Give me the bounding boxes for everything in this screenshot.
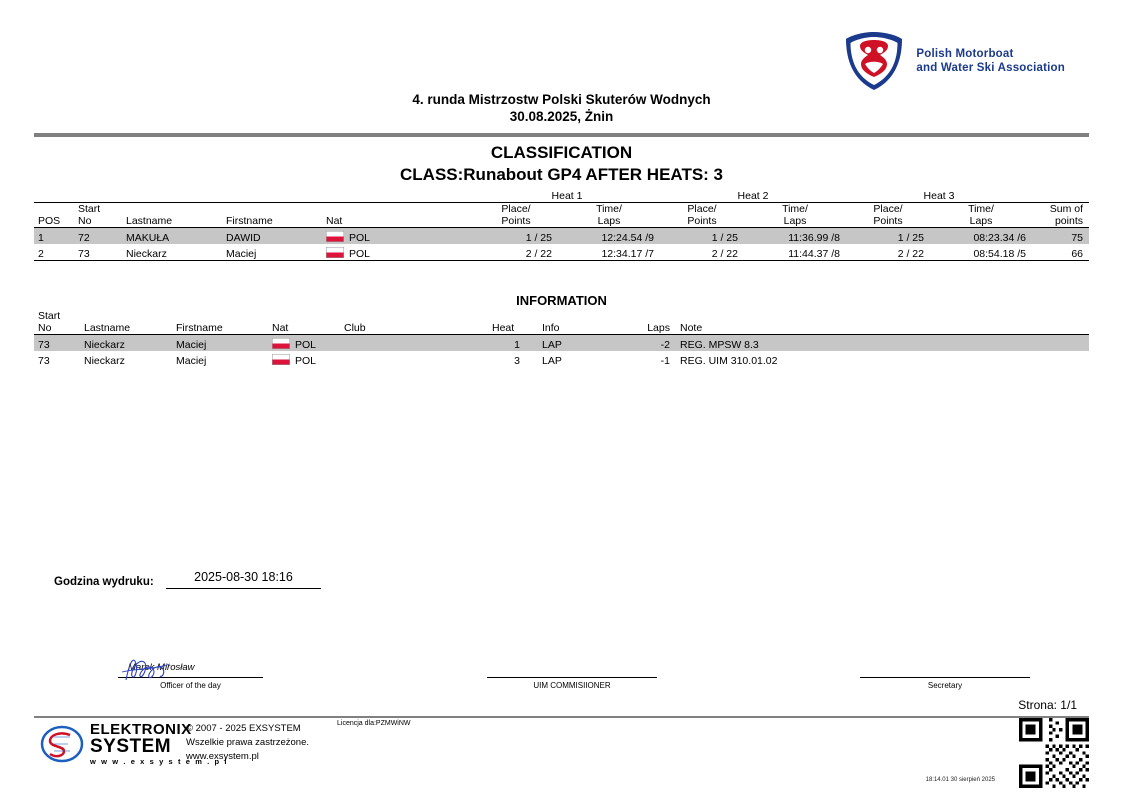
info-row-heat: 3: [514, 355, 520, 368]
row-lastname: MAKUŁA: [126, 232, 170, 245]
row-nat-code: POL: [349, 248, 371, 261]
col-time-l2-h3: Laps: [969, 215, 993, 228]
row-h1-points: 2 / 22: [525, 248, 552, 261]
signature-line: [487, 655, 657, 678]
classification-title: CLASSIFICATION: [490, 143, 633, 162]
row-firstname: DAWID: [226, 232, 261, 245]
row-sum: 66: [1071, 248, 1083, 261]
poland-flag-icon: [326, 247, 344, 258]
info-row-info: LAP: [542, 355, 562, 368]
row-h2-time: 11:36.99 /8: [788, 232, 840, 245]
col-sum-points: [1032, 203, 1089, 228]
info-row-nat: [272, 351, 344, 367]
info-row-lastname: Nieckarz: [84, 355, 125, 368]
table-row: [34, 244, 1089, 261]
signature-caption: Secretary: [927, 681, 963, 690]
row-sum: 75: [1071, 232, 1083, 245]
col-time-l2-h1: Laps: [597, 215, 621, 228]
page-header: [0, 0, 1123, 124]
info-col-start-no-line2: No: [38, 322, 52, 335]
signature-name-officer: Marek Mirosław: [128, 662, 195, 673]
classification-subtitle: CLASS:Runabout GP4 AFTER HEATS: 3: [400, 165, 723, 184]
vendor-name-line2: SYSTEM: [90, 736, 172, 757]
poland-flag-icon: [272, 354, 290, 365]
col-time-l1-h2: Time/: [782, 203, 808, 215]
row-h3-points: 1 / 25: [897, 232, 924, 245]
row-h3-points: 2 / 22: [897, 248, 924, 261]
info-col-heat: Heat: [492, 322, 515, 335]
info-row-heat: 1: [514, 339, 520, 352]
row-nat-code: POL: [349, 232, 371, 245]
organization-name-line2: and Water Ski Association: [916, 62, 1065, 74]
heat-1-header: Heat 1: [551, 190, 583, 202]
heat-3-header: Heat 3: [923, 190, 955, 202]
col-sum-l1: Sum of: [1049, 203, 1083, 215]
print-time-label: Godzina wydruku:: [54, 576, 154, 588]
col-place-l1-h2: Place/: [687, 203, 717, 215]
column-header-row: [34, 203, 1089, 228]
row-start-no: 72: [78, 232, 90, 245]
row-h1-points: 1 / 25: [525, 232, 552, 245]
row-lastname: Nieckarz: [126, 248, 167, 261]
info-row-nat-code: POL: [295, 339, 317, 352]
info-col-note: Note: [680, 322, 703, 335]
list-item: [34, 335, 1089, 351]
info-col-nat: Nat: [272, 322, 289, 335]
row-pos: 1: [38, 232, 44, 245]
signature-block-secretary: [860, 655, 1030, 690]
row-h3-time: 08:54.18 /5: [973, 248, 1026, 261]
table-rule-bottom: [34, 261, 1089, 262]
info-col-lastname: Lastname: [84, 322, 131, 335]
info-col-club: Club: [344, 322, 366, 335]
col-start-no-line2: No: [78, 215, 92, 228]
header-divider: [34, 133, 1089, 137]
row-pos: 2: [38, 248, 44, 261]
row-nat: [326, 244, 474, 261]
heat-group-header-row: [34, 190, 1089, 203]
row-h2-points: 1 / 25: [711, 232, 738, 245]
poland-flag-icon: [326, 231, 344, 242]
col-sum-l2: points: [1054, 215, 1083, 228]
info-row-info: LAP: [542, 339, 562, 352]
col-place-l1-h3: Place/: [873, 203, 903, 215]
copyright-website: www.exsystem.pl: [186, 750, 259, 762]
col-place-l1-h1: Place/: [501, 203, 531, 215]
info-row-firstname: Maciej: [176, 355, 207, 368]
info-row-lastname: Nieckarz: [84, 339, 125, 352]
info-row-club: [344, 351, 492, 367]
vendor-website: w w w . e x s y s t e m . p l: [90, 757, 229, 766]
signature-block-uim: [487, 655, 657, 690]
copyright-line1: © 2007 - 2025 EXSYSTEM: [186, 723, 301, 734]
col-start-no: [78, 203, 126, 228]
info-row-firstname: Maciej: [176, 339, 207, 352]
poland-flag-icon: [272, 338, 290, 349]
event-title: [0, 92, 1123, 126]
list-item: [34, 351, 1089, 367]
event-title-line2: 30.08.2025, Żnin: [509, 108, 614, 124]
info-row-note: REG. MPSW 8.3: [680, 339, 759, 352]
signature-line: [860, 655, 1030, 678]
info-row-start-no: 73: [38, 339, 50, 352]
page-number: Strona: 1/1: [1018, 698, 1077, 712]
col-pos: POS: [38, 215, 61, 228]
info-col-start-no: [34, 310, 84, 335]
info-row-start-no: 73: [38, 355, 50, 368]
organization-name-line1: Polish Motorboat: [916, 47, 1014, 60]
col-place-l2-h2: Points: [687, 215, 717, 228]
table-row: [34, 228, 1089, 244]
info-col-laps: Laps: [647, 322, 670, 335]
info-col-start-no-line1: Start: [38, 310, 61, 322]
col-lastname: Lastname: [126, 215, 173, 228]
info-row-laps: -1: [660, 355, 670, 368]
col-nat: Nat: [326, 215, 343, 228]
row-h3-time: 08:23.34 /6: [973, 232, 1026, 245]
col-time-l1-h1: Time/: [596, 203, 622, 215]
classification-table: [34, 190, 1089, 261]
copyright-line2: Wszelkie prawa zastrzeżone.: [186, 736, 310, 748]
organization-name: [916, 47, 1065, 76]
col-h3-place-points: [846, 203, 930, 228]
row-h1-time: 12:24.54 /9: [601, 232, 654, 245]
footer-divider: [34, 716, 1089, 718]
licence-holder: Licencja dla:PZMWiNW: [337, 720, 411, 727]
info-row-note: REG. UIM 310.01.02: [680, 355, 778, 368]
row-h2-points: 2 / 22: [711, 248, 738, 261]
information-title: INFORMATION: [516, 293, 607, 308]
col-time-l2-h2: Laps: [783, 215, 807, 228]
col-h2-place-points: [660, 203, 744, 228]
copyright-block: [186, 722, 309, 763]
info-row-laps: -2: [660, 339, 670, 352]
col-h1-time-laps: [558, 203, 660, 228]
info-col-firstname: Firstname: [176, 322, 223, 335]
print-time-value: 2025-08-30 18:16: [166, 570, 321, 589]
signature-caption: UIM COMMISIIONER: [533, 681, 611, 690]
event-title-line1: 4. runda Mistrzostw Polski Skuterów Wodnych: [412, 92, 711, 107]
row-nat: [326, 228, 474, 244]
footer-timestamp: 18:14.01 30 sierpień 2025: [925, 777, 995, 783]
col-time-l1-h3: Time/: [968, 203, 994, 215]
col-place-l2-h1: Points: [501, 215, 531, 228]
organization-logo: [840, 30, 1065, 92]
col-place-l2-h3: Points: [873, 215, 903, 228]
vendor-name-line1: ELEKTRONIX: [90, 721, 192, 738]
col-h1-place-points: [474, 203, 558, 228]
row-h2-time: 11:44.37 /8: [788, 248, 840, 261]
col-start-no-line1: Start: [78, 203, 101, 215]
info-row-nat: [272, 335, 344, 351]
heat-2-header: Heat 2: [737, 190, 769, 202]
row-h1-time: 12:34.17 /7: [601, 248, 654, 261]
pmwsa-shield-logo-icon: [840, 30, 908, 92]
signature-caption: Officer of the day: [160, 681, 221, 690]
info-col-info: Info: [542, 322, 560, 335]
exsystem-logo-icon: [40, 724, 84, 764]
col-h2-time-laps: [744, 203, 846, 228]
qr-code-icon: [1019, 718, 1089, 788]
information-table: [34, 293, 1089, 367]
row-start-no: 73: [78, 248, 90, 261]
info-row-club: [344, 335, 492, 351]
col-firstname: Firstname: [226, 215, 273, 228]
info-row-nat-code: POL: [295, 355, 317, 368]
information-header-row: [34, 310, 1089, 335]
row-firstname: Maciej: [226, 248, 257, 261]
col-h3-time-laps: [930, 203, 1032, 228]
